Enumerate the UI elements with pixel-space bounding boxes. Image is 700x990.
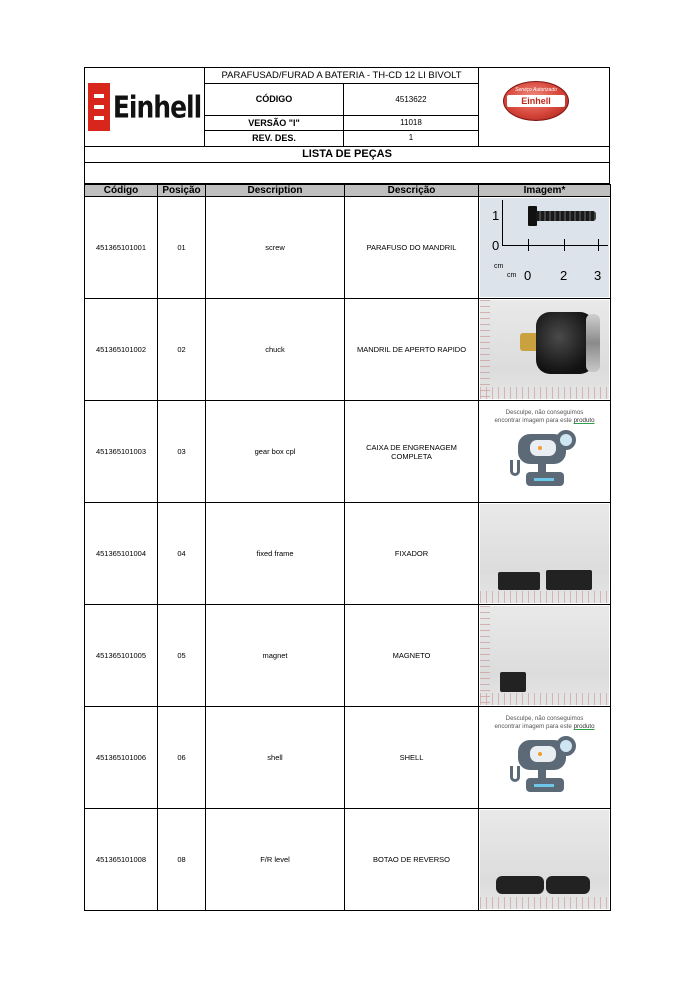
table-row	[85, 707, 611, 809]
scale-horizontal	[502, 245, 608, 246]
table-row	[85, 197, 611, 299]
codigo-label: CÓDIGO	[205, 84, 344, 116]
scale-label-x2: 2	[560, 268, 568, 283]
image-not-found-text	[480, 409, 609, 425]
table-row	[85, 503, 611, 605]
magnet-part-icon	[500, 672, 526, 692]
scale-tick	[598, 239, 599, 251]
image-not-found-line2	[480, 417, 609, 425]
cell-codigo: 451365101008	[85, 809, 158, 911]
image-not-found-line2b: produto	[573, 417, 595, 424]
robot-stripe-icon	[534, 784, 554, 787]
ruler-left	[480, 606, 490, 705]
cell-image	[479, 707, 611, 809]
image-not-found-text	[480, 715, 609, 731]
fr-lever-part-icon	[496, 876, 544, 894]
cell-codigo: 451365101006	[85, 707, 158, 809]
scale-unit-h: cm	[507, 272, 517, 279]
scale-label-v1: 1	[492, 208, 500, 223]
cell-descricao: BOTAO DE REVERSO	[345, 809, 479, 911]
codigo-value: 4513622	[344, 84, 478, 116]
spacer-row	[84, 163, 610, 184]
cell-descricao: FIXADOR	[345, 503, 479, 605]
image-not-found-line2	[480, 723, 609, 731]
seal-brand: Einhell	[507, 95, 565, 107]
scale-label-x0: 0	[524, 268, 532, 283]
seal-cell	[478, 68, 609, 146]
cell-codigo: 451365101001	[85, 197, 158, 299]
versao-value: 11018	[344, 116, 478, 131]
parts-list-sheet	[84, 67, 610, 911]
einhell-logo	[88, 83, 201, 131]
robot-eye-dot-icon	[538, 446, 542, 450]
cell-description: screw	[206, 197, 345, 299]
chuck-ring-icon	[586, 314, 600, 372]
ruler-bottom	[480, 591, 609, 603]
authorized-service-seal-icon	[503, 81, 569, 121]
cell-descricao: SHELL	[345, 707, 479, 809]
magnifier-icon	[556, 736, 576, 756]
parts-table	[84, 184, 611, 911]
cell-image	[479, 299, 611, 401]
ruler-bottom	[480, 897, 609, 909]
cell-image	[479, 503, 611, 605]
magnifier-icon	[556, 430, 576, 450]
scale-label-v0: 0	[492, 238, 500, 253]
column-header-codigo: Código	[85, 185, 158, 197]
table-row	[85, 605, 611, 707]
cell-image	[479, 401, 611, 503]
cell-codigo: 451365101002	[85, 299, 158, 401]
cell-posicao: 06	[158, 707, 206, 809]
product-title: PARAFUSAD/FURAD A BATERIA - TH-CD 12 LI BIVOLT	[205, 68, 478, 84]
chuck-photo	[480, 300, 609, 399]
robot-face-icon	[530, 746, 556, 762]
column-header-imagem: Imagem*	[479, 185, 611, 197]
robot-arm-icon	[510, 460, 520, 476]
cell-descricao: MANDRIL DE APERTO RAPIDO	[345, 299, 479, 401]
cell-description: shell	[206, 707, 345, 809]
cell-image	[479, 197, 611, 299]
versao-label: VERSÃO "I"	[205, 116, 344, 131]
image-not-found-card	[480, 708, 609, 807]
cell-posicao: 03	[158, 401, 206, 503]
cell-descricao: MAGNETO	[345, 605, 479, 707]
image-not-found-card	[480, 402, 609, 501]
screw-shaft-icon	[536, 211, 596, 221]
cell-description: chuck	[206, 299, 345, 401]
scale-unit-v: cm	[494, 263, 504, 270]
cell-image	[479, 605, 611, 707]
cell-descricao: CAIXA DE ENGRENAGEM COMPLETA	[345, 401, 479, 503]
robot-arm-icon	[510, 766, 520, 782]
image-not-found-line2a: encontrar imagem para este	[494, 723, 572, 730]
robot-eye-dot-icon	[538, 752, 542, 756]
logo-cell	[85, 68, 205, 146]
column-header-descricao: Descrição	[345, 185, 479, 197]
cell-description: gear box cpl	[206, 401, 345, 503]
ruler-bottom	[480, 387, 609, 399]
rev-value: 1	[408, 133, 414, 142]
cell-posicao: 04	[158, 503, 206, 605]
cell-description: F/R level	[206, 809, 345, 911]
cell-description: fixed frame	[206, 503, 345, 605]
fr-lever-part-icon	[546, 876, 590, 894]
cell-posicao: 08	[158, 809, 206, 911]
ruler-left	[480, 300, 490, 399]
column-header-posicao: Posição	[158, 185, 206, 197]
cell-posicao: 02	[158, 299, 206, 401]
rev-label: REV. DES.	[205, 131, 344, 146]
image-not-found-line1: Desculpe, não conseguimos	[505, 715, 584, 722]
cell-posicao: 01	[158, 197, 206, 299]
fr-lever-photo	[480, 810, 609, 909]
cell-posicao: 05	[158, 605, 206, 707]
cell-descricao: PARAFUSO DO MANDRIL	[345, 197, 479, 299]
scale-tick	[528, 239, 529, 251]
scale-tick	[564, 239, 565, 251]
screw-photo	[480, 198, 609, 297]
table-header-row	[85, 185, 611, 197]
image-not-found-line1: Desculpe, não conseguimos	[505, 409, 584, 416]
cell-codigo: 451365101003	[85, 401, 158, 503]
image-not-found-line2a: encontrar imagem para este	[494, 417, 572, 424]
list-title: LISTA DE PEÇAS	[84, 147, 610, 163]
column-header-description: Description	[206, 185, 345, 197]
robot-stripe-icon	[534, 478, 554, 481]
einhell-logo-mark-icon	[88, 83, 110, 131]
table-row	[85, 809, 611, 911]
cell-description: magnet	[206, 605, 345, 707]
einhell-logo-text: Einhell	[112, 89, 202, 125]
magnet-photo	[480, 606, 609, 705]
ruler-bottom	[480, 693, 609, 705]
scale-vertical	[502, 200, 503, 246]
cell-codigo: 451365101004	[85, 503, 158, 605]
image-not-found-line2b: produto	[573, 723, 595, 730]
fixed-frame-part-icon	[546, 570, 592, 590]
seal-top-text: Serviço Autorizado	[515, 87, 557, 93]
table-row	[85, 401, 611, 503]
table-row	[85, 299, 611, 401]
robot-face-icon	[530, 440, 556, 456]
cell-codigo: 451365101005	[85, 605, 158, 707]
scale-label-x3: 3	[594, 268, 602, 283]
document-header	[84, 67, 610, 147]
cell-image	[479, 809, 611, 911]
fixed-frame-photo	[480, 504, 609, 603]
fixed-frame-part-icon	[498, 572, 540, 590]
